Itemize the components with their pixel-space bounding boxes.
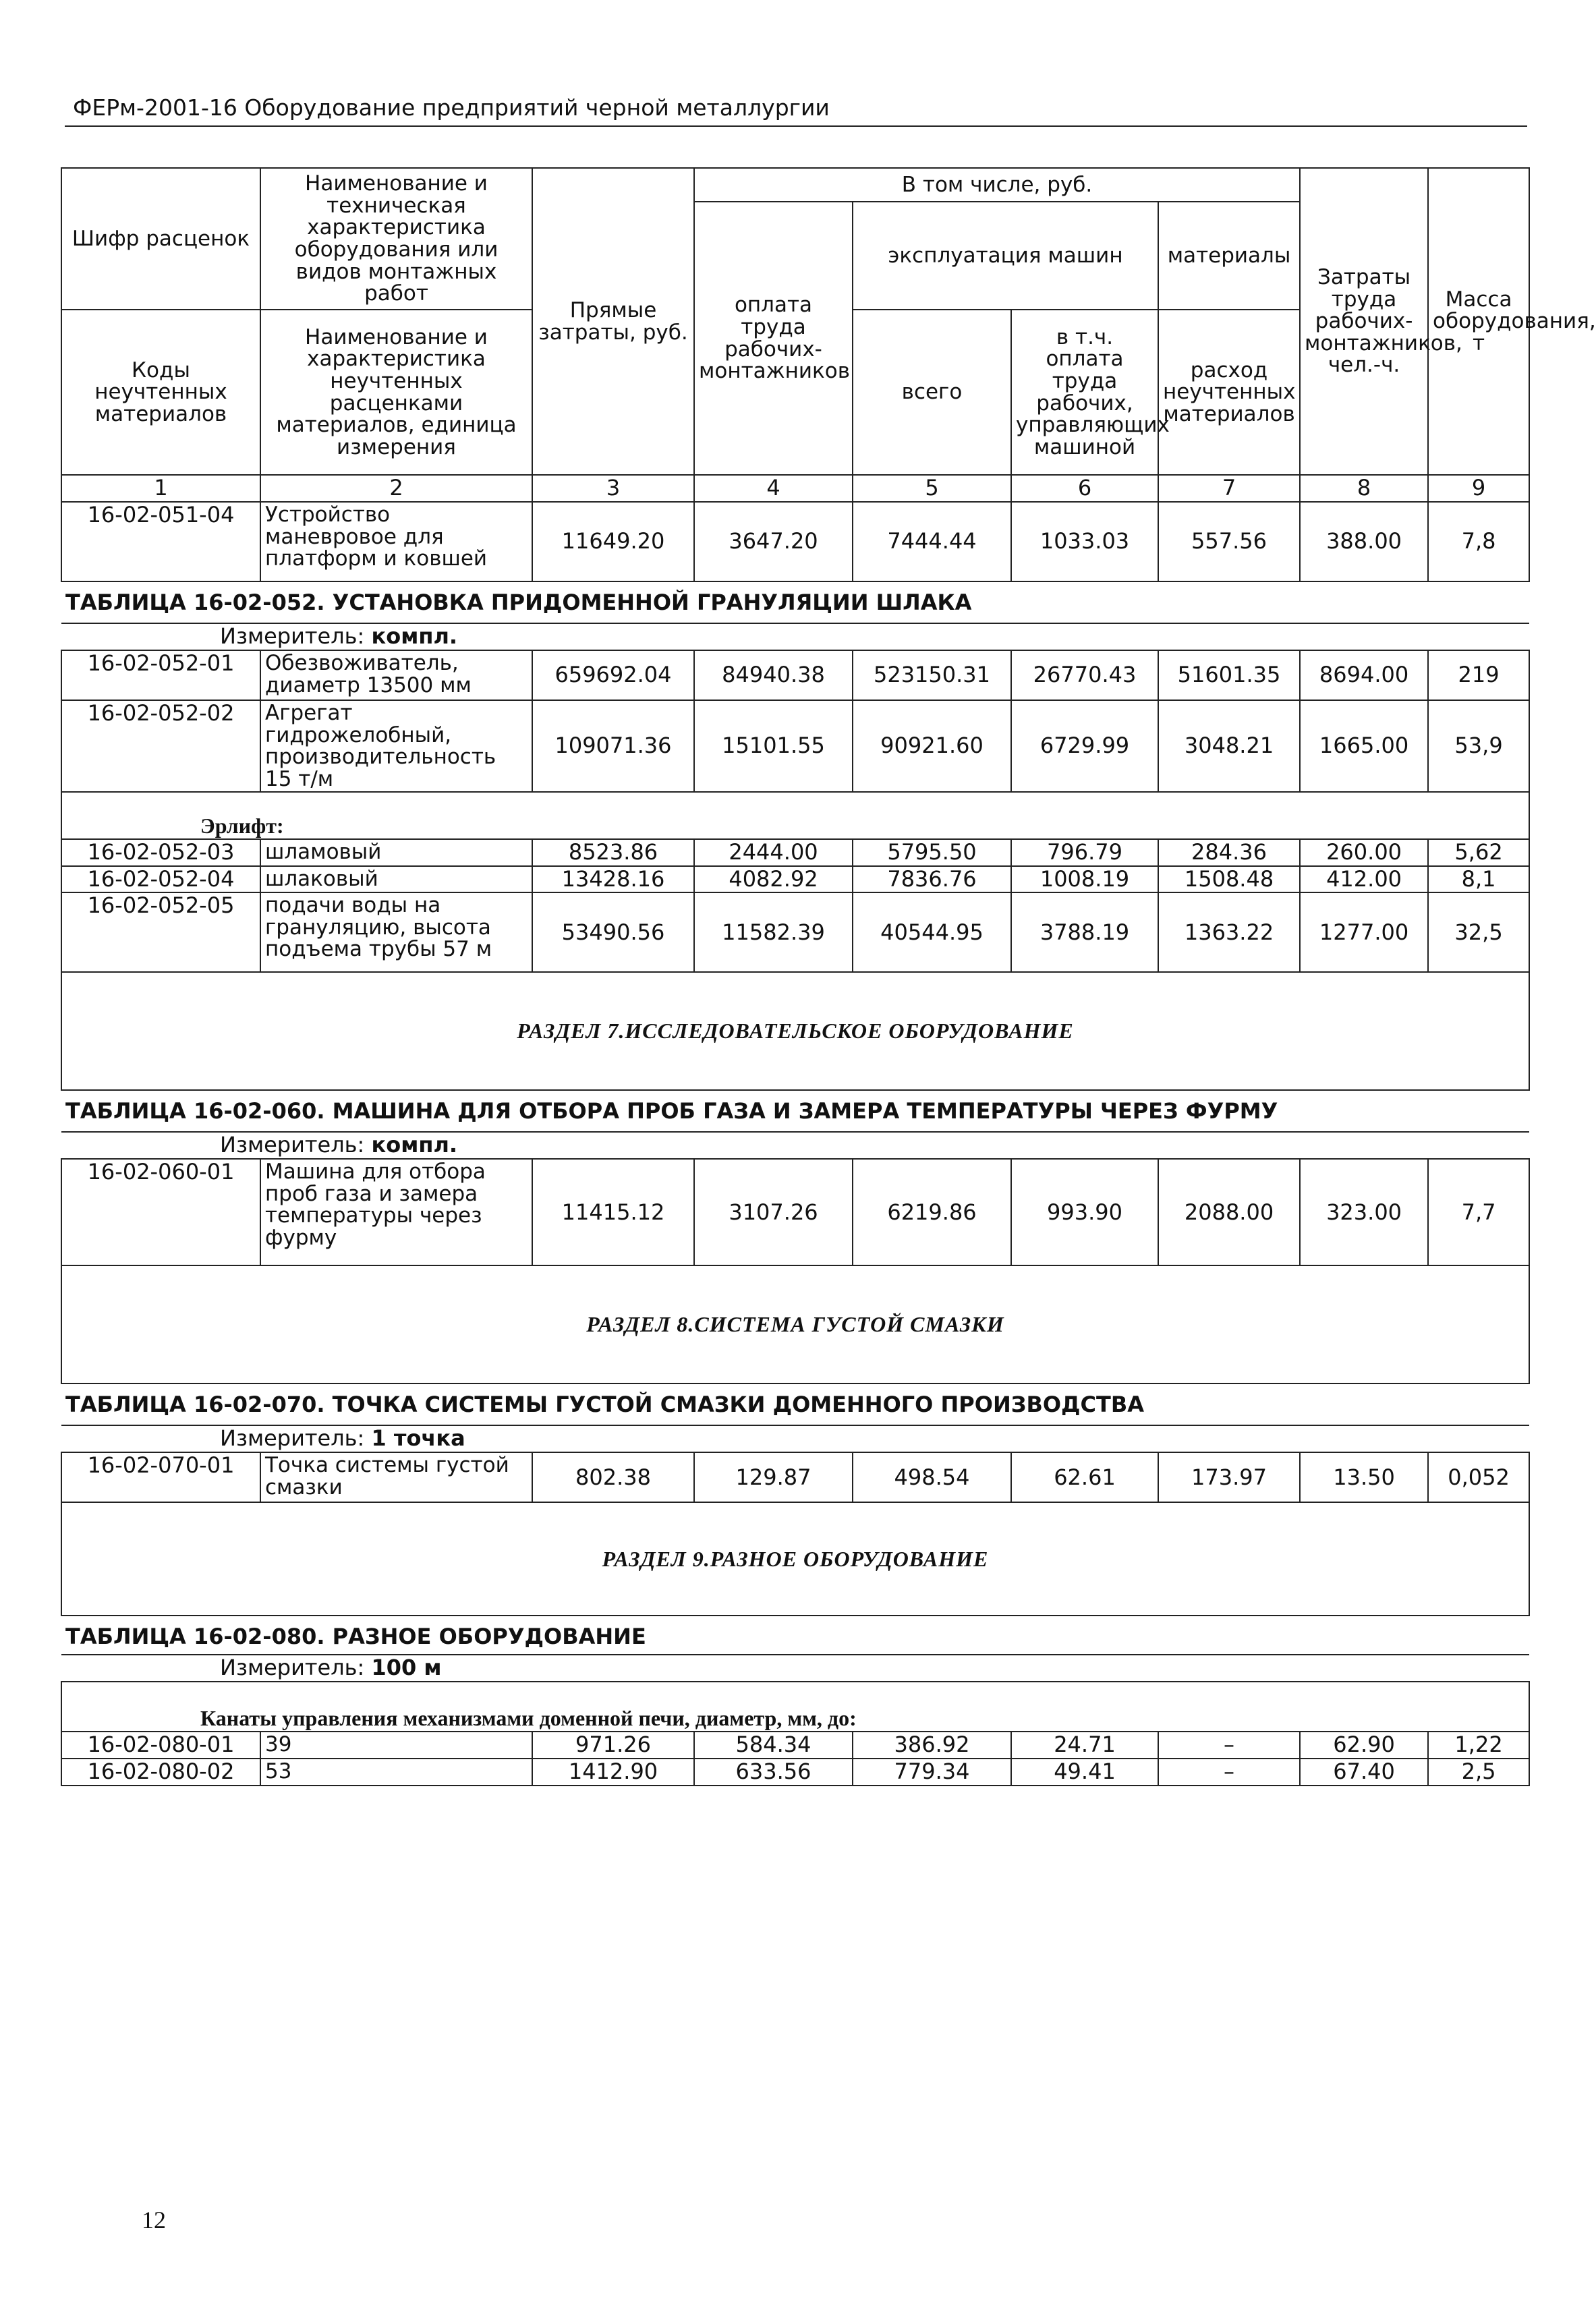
labor-hours: 8694.00 [1300,650,1428,700]
direct-cost: 13428.16 [532,866,694,893]
rate-name: Агрегат гидрожелобный, производительность 15 т/м [260,700,532,792]
rate-name: Устройство маневровое для платформ и ковшей [260,502,532,581]
labor-hours: 67.40 [1300,1759,1428,1786]
machines-total: 40544.95 [853,892,1011,972]
rate-code: 16-02-052-01 [61,650,260,700]
col-machines-total-header: всего [853,310,1011,475]
machines-labor: 24.71 [1011,1732,1158,1759]
labor-pay: 633.56 [694,1759,853,1786]
labor-pay: 84940.38 [694,650,853,700]
machines-labor: 6729.99 [1011,700,1158,792]
rate-name: 39 [260,1732,532,1759]
labor-pay: 2444.00 [694,839,853,866]
machines-total: 6219.86 [853,1159,1011,1265]
rate-code: 16-02-080-02 [61,1759,260,1786]
materials-cost: – [1158,1759,1300,1786]
table-title: ТАБЛИЦА 16-02-080. РАЗНОЕ ОБОРУДОВАНИЕ [61,1616,1529,1655]
page-number: 12 [142,2206,166,2233]
measure-unit: Измеритель: компл. [61,1132,1529,1159]
table-row [61,1759,1529,1786]
rate-name: Обезвоживатель, диаметр 13500 мм [260,650,532,700]
section-title: РАЗДЕЛ 7.ИССЛЕДОВАТЕЛЬСКОЕ ОБОРУДОВАНИЕ [61,972,1529,1090]
col-machines-labor-header: в т.ч. оплата труда рабочих, управляющих машиной [1011,310,1158,475]
materials-cost: – [1158,1732,1300,1759]
materials-cost: 284.36 [1158,839,1300,866]
rates-table [61,167,1596,1786]
machines-labor: 62.61 [1011,1452,1158,1502]
rate-name: Машина для отбора проб газа и замера температуры через фурму [260,1159,532,1265]
direct-cost: 109071.36 [532,700,694,792]
col-direct-header: Прямые затраты, руб. [532,168,694,475]
col-name-header: Наименование и техническая характеристика оборудования или видов монтажных работ [260,168,532,310]
col-code-sub-header: Коды неучтенных материалов [61,310,260,475]
rate-name: шламовый [260,839,532,866]
mass: 5,62 [1428,839,1529,866]
rate-name: шлаковый [260,866,532,893]
labor-pay: 3647.20 [694,502,853,581]
machines-labor: 3788.19 [1011,892,1158,972]
mass: 7,8 [1428,502,1529,581]
rate-name: подачи воды на грануляцию, высота подъема трубы 57 м [260,892,532,972]
col-materials-header: материалы [1158,202,1300,310]
col-name-sub-header: Наименование и характеристика неучтенных расценками материалов, единица измерения [260,310,532,475]
rate-code: 16-02-051-04 [61,502,260,581]
mass: 219 [1428,650,1529,700]
direct-cost: 8523.86 [532,839,694,866]
rate-code: 16-02-052-02 [61,700,260,792]
col-including-header: В том числе, руб. [694,168,1300,202]
labor-hours: 412.00 [1300,866,1428,893]
mass: 2,5 [1428,1759,1529,1786]
direct-cost: 11415.12 [532,1159,694,1265]
table-title: ТАБЛИЦА 16-02-052. УСТАНОВКА ПРИДОМЕННОЙ ГРАНУЛЯЦИИ ШЛАКА [61,581,1529,623]
col-machines-header: эксплуатация машин [853,202,1158,310]
col-number: 6 [1011,475,1158,502]
section-title: РАЗДЕЛ 8.СИСТЕМА ГУСТОЙ СМАЗКИ [61,1265,1529,1383]
labor-pay: 4082.92 [694,866,853,893]
materials-cost: 557.56 [1158,502,1300,581]
mass: 1,22 [1428,1732,1529,1759]
table-row [61,1159,1529,1265]
machines-labor: 49.41 [1011,1759,1158,1786]
table-row [61,650,1529,700]
direct-cost: 659692.04 [532,650,694,700]
table-row [61,866,1529,893]
labor-hours: 388.00 [1300,502,1428,581]
labor-pay: 3107.26 [694,1159,853,1265]
mass: 53,9 [1428,700,1529,792]
rate-name: Точка системы густой смазки [260,1452,532,1502]
labor-pay: 11582.39 [694,892,853,972]
machines-labor: 26770.43 [1011,650,1158,700]
table-title: ТАБЛИЦА 16-02-070. ТОЧКА СИСТЕМЫ ГУСТОЙ СМАЗКИ ДОМЕННОГО ПРОИЗВОДСТВА [61,1383,1529,1425]
rate-code: 16-02-060-01 [61,1159,260,1265]
materials-cost: 51601.35 [1158,650,1300,700]
rate-name: 53 [260,1759,532,1786]
col-number: 7 [1158,475,1300,502]
col-labor-hours-header: Затраты труда рабочих-монтажников, чел.-ч. [1300,168,1428,475]
group-heading: Канаты управления механизмами доменной печи, диаметр, мм, до: [61,1682,1529,1732]
materials-cost: 173.97 [1158,1452,1300,1502]
materials-cost: 2088.00 [1158,1159,1300,1265]
col-number: 3 [532,475,694,502]
materials-cost: 1363.22 [1158,892,1300,972]
direct-cost: 11649.20 [532,502,694,581]
col-number: 9 [1428,475,1529,502]
machines-total: 5795.50 [853,839,1011,866]
direct-cost: 971.26 [532,1732,694,1759]
direct-cost: 53490.56 [532,892,694,972]
measure-unit: Измеритель: 1 точка [61,1425,1529,1452]
group-heading: Эрлифт: [61,792,1529,839]
measure-unit: Измеритель: компл. [61,623,1529,650]
materials-cost: 1508.48 [1158,866,1300,893]
labor-hours: 1277.00 [1300,892,1428,972]
labor-hours: 13.50 [1300,1452,1428,1502]
rate-code: 16-02-052-05 [61,892,260,972]
measure-unit: Измеритель: 100 м [61,1655,1529,1682]
col-number: 8 [1300,475,1428,502]
header-rule [65,125,1527,127]
labor-hours: 62.90 [1300,1732,1428,1759]
machines-labor: 1008.19 [1011,866,1158,893]
col-mass-header: Масса оборудования, т [1428,168,1529,475]
col-materials-sub-header: расход неучтенных материалов [1158,310,1300,475]
col-number: 1 [61,475,260,502]
labor-pay: 584.34 [694,1732,853,1759]
machines-total: 523150.31 [853,650,1011,700]
col-number: 5 [853,475,1011,502]
rate-code: 16-02-080-01 [61,1732,260,1759]
col-code-header: Шифр расценок [61,168,260,310]
machines-total: 7836.76 [853,866,1011,893]
document-header: ФЕРм-2001-16 Оборудование предприятий черной металлургии [73,94,830,121]
labor-hours: 1665.00 [1300,700,1428,792]
machines-total: 7444.44 [853,502,1011,581]
machines-labor: 1033.03 [1011,502,1158,581]
table-row [61,700,1529,792]
col-number: 4 [694,475,853,502]
machines-labor: 993.90 [1011,1159,1158,1265]
table-row [61,1732,1529,1759]
machines-total: 386.92 [853,1732,1011,1759]
mass: 0,052 [1428,1452,1529,1502]
rate-code: 16-02-052-03 [61,839,260,866]
table-row [61,892,1529,972]
labor-pay: 129.87 [694,1452,853,1502]
machines-labor: 796.79 [1011,839,1158,866]
labor-pay: 15101.55 [694,700,853,792]
direct-cost: 1412.90 [532,1759,694,1786]
labor-hours: 260.00 [1300,839,1428,866]
section-title: РАЗДЕЛ 9.РАЗНОЕ ОБОРУДОВАНИЕ [61,1502,1529,1616]
materials-cost: 3048.21 [1158,700,1300,792]
col-labor-pay-header: оплата труда рабочих-монтажников [694,202,853,475]
mass: 7,7 [1428,1159,1529,1265]
machines-total: 90921.60 [853,700,1011,792]
mass: 8,1 [1428,866,1529,893]
rate-code: 16-02-052-04 [61,866,260,893]
table-row [61,1452,1529,1502]
table-row [61,502,1529,581]
table-row [61,839,1529,866]
machines-total: 498.54 [853,1452,1011,1502]
mass: 32,5 [1428,892,1529,972]
labor-hours: 323.00 [1300,1159,1428,1265]
direct-cost: 802.38 [532,1452,694,1502]
rate-code: 16-02-070-01 [61,1452,260,1502]
machines-total: 779.34 [853,1759,1011,1786]
table-title: ТАБЛИЦА 16-02-060. МАШИНА ДЛЯ ОТБОРА ПРОБ ГАЗА И ЗАМЕРА ТЕМПЕРАТУРЫ ЧЕРЕЗ ФУРМУ [61,1090,1529,1132]
col-number: 2 [260,475,532,502]
